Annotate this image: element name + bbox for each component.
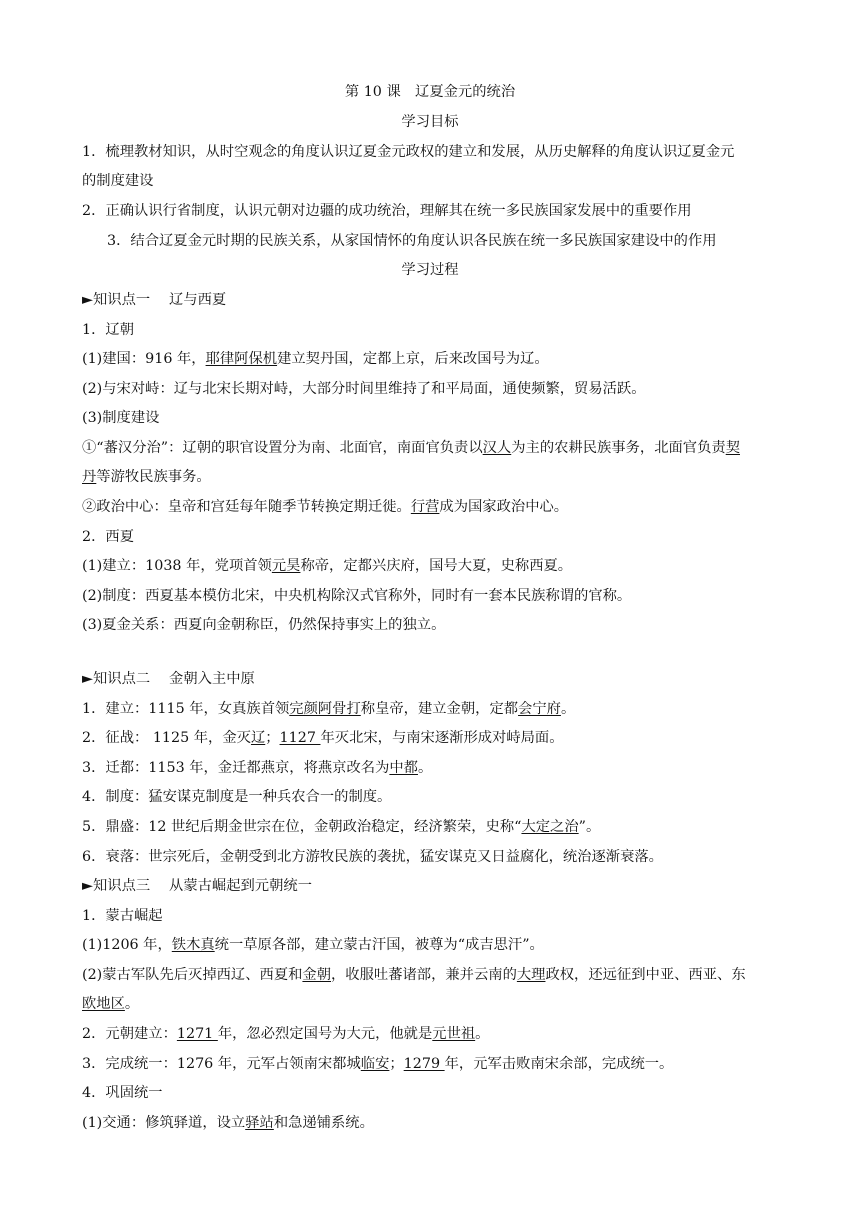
text-segment: 年，元军击败南宋余部，完成统一。: [444, 1056, 674, 1072]
text-segment: 1．建立：1115 年，女真族首领: [82, 701, 290, 717]
text-segment: 统一草原各部，建立蒙古汗国，被尊为“成吉思汗”。: [214, 937, 544, 953]
text-segment: 5．鼎盛：12 世纪后期金世宗在位，金朝政治稳定，经济繁荣，史称“: [82, 819, 522, 835]
text-segment: (3)制度建设: [82, 410, 160, 426]
text-line: [82, 906, 163, 926]
text-line: [82, 171, 153, 191]
text-segment: 等游牧民族事务。: [96, 469, 211, 485]
text-segment: 称帝，定都兴庆府，国号大夏，史称西夏。: [300, 558, 573, 574]
text-line: [82, 586, 631, 606]
text-line: [82, 556, 572, 576]
text-segment: 。: [124, 996, 140, 1012]
text-segment: (3)夏金关系：西夏向金朝称臣，仍然保持事实上的独立。: [82, 617, 446, 633]
text-segment: 。: [417, 760, 433, 776]
text-line: [82, 142, 734, 162]
text-line: [82, 615, 445, 635]
text-segment: (1)交通：修筑驿道，设立: [82, 1115, 246, 1131]
page-title: [0, 82, 860, 102]
underlined-answer: 1127: [279, 730, 321, 746]
text-segment: 和急递铺系统。: [273, 1115, 374, 1131]
text-line: [82, 847, 663, 867]
text-line: [82, 1113, 374, 1133]
text-segment: (1)建立：1038 年，党项首领: [82, 558, 272, 574]
underlined-answer: 铁木真: [171, 937, 215, 953]
underlined-answer: 完颜阿骨打: [289, 701, 361, 717]
text-line: [82, 817, 600, 837]
text-segment: ”。: [578, 819, 601, 835]
text-segment: 4．制度：猛安谋克制度是一种兵农合一的制度。: [82, 789, 392, 805]
text-segment: 3．结合辽夏金元时期的民族关系，从家国情怀的角度认识各民族在统一多民族国家建设中的作用: [107, 233, 717, 249]
text-line: [82, 290, 226, 310]
text-segment: (1)建国：916 年，: [82, 351, 206, 367]
text-line: [82, 935, 544, 955]
underlined-answer: 金朝: [302, 967, 332, 983]
text-segment: 为主的农耕民族事务，北面官负责: [511, 440, 726, 456]
text-segment: 1．辽朝: [82, 322, 134, 338]
text-line: [82, 758, 432, 778]
text-line: [82, 965, 746, 985]
text-segment: ；: [265, 730, 280, 746]
text-segment: 学习目标: [401, 114, 459, 130]
underlined-answer: 汉人: [482, 440, 512, 456]
text-line: [82, 787, 391, 807]
text-segment: 1．蒙古崛起: [82, 908, 163, 924]
underlined-answer: 辽: [250, 730, 266, 746]
text-line: [82, 438, 740, 458]
text-segment: ；: [389, 1056, 404, 1072]
underlined-answer: 丹: [82, 469, 97, 485]
text-line: [82, 201, 692, 221]
text-segment: 6．衰落：世宗死后，金朝受到北方游牧民族的袭扰，猛安谋克又日益腐化，统治逐渐衰落。: [82, 849, 663, 865]
text-segment: 2．正确认识行省制度，认识元朝对边疆的成功统治，理解其在统一多民族国家发展中的重要作用: [82, 203, 692, 219]
text-line: [82, 728, 564, 748]
text-segment: ►知识点三 从蒙古崛起到元朝统一: [82, 878, 312, 894]
text-segment: 2．征战： 1125 年，金灭: [82, 730, 251, 746]
text-segment: 3．完成统一：1276 年，元军占领南宋都城: [82, 1056, 361, 1072]
text-segment: ►知识点二 金朝入主中原: [82, 671, 255, 687]
text-line: [82, 527, 134, 547]
text-line: [82, 1024, 489, 1044]
underlined-answer: 大理: [516, 967, 546, 983]
text-segment: 2．西夏: [82, 529, 134, 545]
text-line: [82, 994, 139, 1014]
text-line: [82, 669, 255, 689]
text-line: [82, 408, 159, 428]
text-segment: 2．元朝建立：: [82, 1026, 177, 1042]
text-segment: 1．梳理教材知识，从时空观念的角度认识辽夏金元政权的建立和发展，从历史解释的角度认识辽夏金元: [82, 144, 735, 160]
underlined-answer: 行营: [410, 499, 440, 515]
text-line: [82, 379, 646, 399]
text-segment: ，收服吐蕃诸部，兼并云南的: [331, 967, 517, 983]
text-line: [82, 699, 575, 719]
text-line: [82, 1083, 163, 1103]
underlined-answer: 契: [725, 440, 740, 456]
underlined-answer: 1271: [176, 1026, 218, 1042]
text-line: [82, 349, 549, 369]
text-segment: ►知识点一 辽与西夏: [82, 292, 227, 308]
text-line: [82, 467, 211, 487]
text-segment: 。: [475, 1026, 490, 1042]
text-segment: ①“蕃汉分治”：辽朝的职官设置分为南、北面官，南面官负责以: [82, 440, 483, 456]
underlined-answer: 欧地区: [82, 996, 125, 1012]
text-line: [82, 1054, 673, 1074]
text-segment: 年灭北宋，与南宋逐渐形成对峙局面。: [320, 730, 564, 746]
section-heading: [0, 112, 860, 132]
underlined-answer: 会宁府: [518, 701, 561, 717]
underlined-answer: 大定之治: [521, 819, 579, 835]
text-line: [107, 231, 717, 251]
text-line: [82, 497, 568, 517]
underlined-answer: 临安: [360, 1056, 390, 1072]
text-segment: 3．迁都：1153 年，金迁都燕京，将燕京改名为: [82, 760, 390, 776]
text-segment: 学习过程: [401, 262, 459, 278]
underlined-answer: 中都: [389, 760, 418, 776]
text-segment: ②政治中心：皇帝和宫廷每年随季节转换定期迁徙。: [82, 499, 411, 515]
underlined-answer: 驿站: [245, 1115, 274, 1131]
text-segment: 成为国家政治中心。: [439, 499, 569, 515]
text-segment: 年，忽必烈定国号为大元，他就是: [217, 1026, 433, 1042]
text-segment: (2)蒙古军队先后灭掉西辽、西夏和: [82, 967, 303, 983]
text-line: [82, 876, 312, 896]
text-line: [82, 320, 134, 340]
text-segment: 第 10 课 辽夏金元的统治: [344, 84, 516, 100]
text-segment: 称皇帝，建立金朝，定都: [360, 701, 519, 717]
text-segment: (2)与宋对峙：辽与北宋长期对峙，大部分时间里维持了和平局面，通使频繁，贸易活跃。: [82, 381, 646, 397]
underlined-answer: 元昊: [271, 558, 301, 574]
underlined-answer: 元世祖: [432, 1026, 476, 1042]
text-segment: (2)制度：西夏基本模仿北宋，中央机构除汉式官称外，同时有一套本民族称谓的官称。: [82, 588, 632, 604]
underlined-answer: 耶律阿保机: [205, 351, 278, 367]
underlined-answer: 1279: [403, 1056, 445, 1072]
text-segment: 4．巩固统一: [82, 1085, 163, 1101]
text-segment: 建立契丹国，定都上京，后来改国号为辽。: [277, 351, 549, 367]
text-segment: 的制度建设: [82, 173, 154, 189]
text-segment: (1)1206 年，: [82, 937, 172, 953]
text-segment: 。: [560, 701, 576, 717]
text-segment: 政权，还远征到中亚、西亚、东: [545, 967, 746, 983]
section-heading: [0, 260, 860, 280]
